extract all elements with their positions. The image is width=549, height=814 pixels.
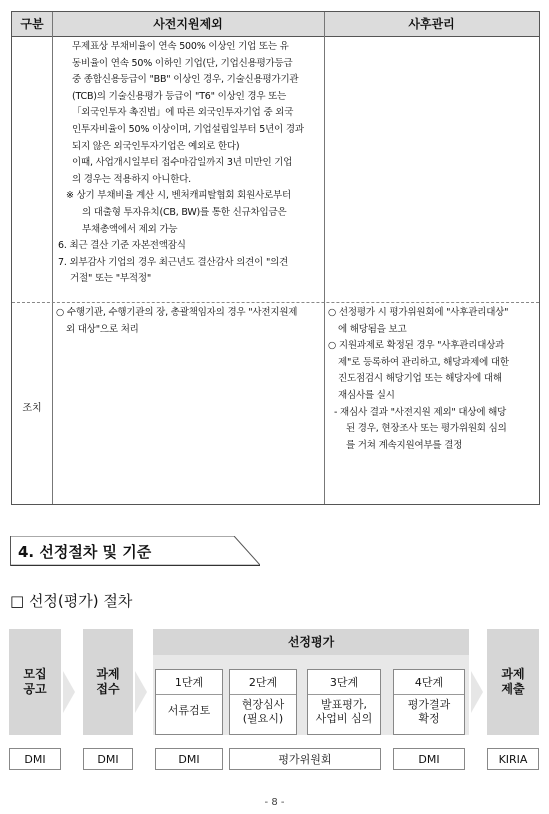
owner-stage-4: DMI [393, 748, 465, 770]
subsection-title: □ 선정(평가) 절차 [10, 592, 133, 610]
text-line: 6. 최근 결산 기준 자본전액잠식 [58, 240, 186, 252]
text-line: 인투자비율이 50% 이상이며, 기업설립일부터 5년이 경과 [72, 123, 304, 135]
text-line: 의 경우는 적용하지 아니한다. [72, 173, 192, 185]
text-line: 무제표상 부채비율이 연속 500% 이상인 기업 또는 유 [72, 41, 289, 52]
text-line: 7. 외부감사 기업의 경우 최근년도 결산감사 의견이 "의견 [58, 256, 289, 268]
stage-desc: 발표평가, 사업비 심의 [315, 698, 373, 725]
text-line: 에 해당됨을 보고 [338, 323, 407, 335]
text-line: 를 거쳐 계속지원여부를 결정 [346, 439, 463, 451]
text-line: 동비율이 연속 50% 이하인 기업(단, 기업신용평가등급 [72, 57, 293, 69]
stage-1 [155, 669, 223, 735]
step-recruit [9, 629, 61, 735]
stage-step: 1단계 [174, 676, 204, 689]
action-exclusion-text [56, 305, 322, 338]
text-line: ○ 지원과제로 확정된 경우 "사후관리대상과 [328, 340, 505, 352]
text-line: 되지 않은 외국인투자기업은 예외로 한다) [72, 140, 240, 152]
owner-receipt: DMI [83, 748, 133, 770]
owner-submit: KIRIA [487, 748, 539, 770]
arrow-icon [135, 671, 147, 713]
step-submit-label: 과제 제출 [501, 667, 525, 696]
text-line: - 재심사 결과 "사전지원 제외" 대상에 해당 [334, 406, 507, 418]
header-post-management: 사후관리 [408, 17, 455, 31]
text-line: ※ 상기 부채비율 계산 시, 벤처캐피탈협회 회원사로부터 [66, 190, 291, 202]
step-submit [487, 629, 539, 735]
text-line: 진도점검시 해당기업 또는 해당자에 대해 [338, 373, 502, 385]
text-line: 거절" 또는 "부적정" [70, 273, 151, 285]
action-label: 조치 [22, 403, 42, 414]
text-line: 의 대출형 투자유치(CB, BW)를 통한 신규차입금은 [82, 206, 287, 218]
text-line: 부채총액에서 제외 가능 [82, 223, 178, 235]
stage-2 [229, 669, 297, 735]
stage-divider [230, 694, 296, 695]
exclusion-table [11, 11, 540, 505]
text-line: ○ 수행기관, 수행기관의 장, 총괄책임자의 경우 "사전지원제 [56, 307, 298, 318]
text-line: 재심사를 실시 [338, 389, 395, 401]
header-exclusion: 사전지원제외 [153, 17, 223, 31]
stage-divider [308, 694, 380, 695]
owner-recruit: DMI [9, 748, 61, 770]
stage-step: 4단계 [414, 676, 444, 689]
col-divider [324, 12, 325, 504]
text-line: 중 종합신용등급이 "BB" 이상인 경우, 기술신용평가기관 [72, 74, 299, 86]
stage-4 [393, 669, 465, 735]
page-number: - 8 - [264, 797, 285, 808]
stage-desc: 평가결과 확정 [407, 698, 451, 725]
step-receipt [83, 629, 133, 735]
selection-header: 선정평가 [153, 629, 469, 655]
text-line: 제"로 등록하여 관리하고, 해당과제에 대한 [338, 356, 509, 368]
section-title: 4. 선정절차 및 기준 [18, 543, 152, 561]
row-divider [12, 302, 539, 303]
arrow-icon [471, 671, 483, 713]
text-line: 「외국인투자 촉진법」에 따른 외국인투자기업 중 외국 [72, 107, 294, 119]
owner-stage-2-3: 평가위원회 [229, 748, 381, 770]
step-receipt-label: 과제 접수 [96, 667, 120, 696]
stage-desc: 서류검토 [167, 704, 211, 717]
step-recruit-label: 모집 공고 [23, 667, 47, 696]
owner-stage-1: DMI [155, 748, 223, 770]
stage-divider [394, 694, 464, 695]
action-management-text [328, 305, 538, 454]
text-line: (TCB)의 기술신용평가 등급이 "T6" 이상인 경우 또는 [72, 90, 287, 102]
stage-step: 2단계 [248, 676, 278, 689]
stage-divider [156, 694, 222, 695]
stage-3 [307, 669, 381, 735]
text-line: 된 경우, 현장조사 또는 평가위원회 심의 [346, 423, 507, 435]
stage-step: 3단계 [329, 676, 359, 689]
text-line: ○ 선정평가 시 평가위원회에 "사후관리대상" [328, 307, 509, 318]
header-category: 구분 [20, 17, 44, 31]
section-heading [10, 536, 260, 566]
text-line: 이때, 사업개시일부터 접수마감일까지 3년 미만인 기업 [72, 157, 293, 169]
exclusion-criteria-text [58, 39, 320, 288]
stage-desc: 현장심사 (필요시) [241, 698, 285, 725]
text-line: 외 대상"으로 처리 [66, 323, 139, 335]
arrow-icon [63, 671, 75, 713]
col-divider [52, 12, 53, 504]
